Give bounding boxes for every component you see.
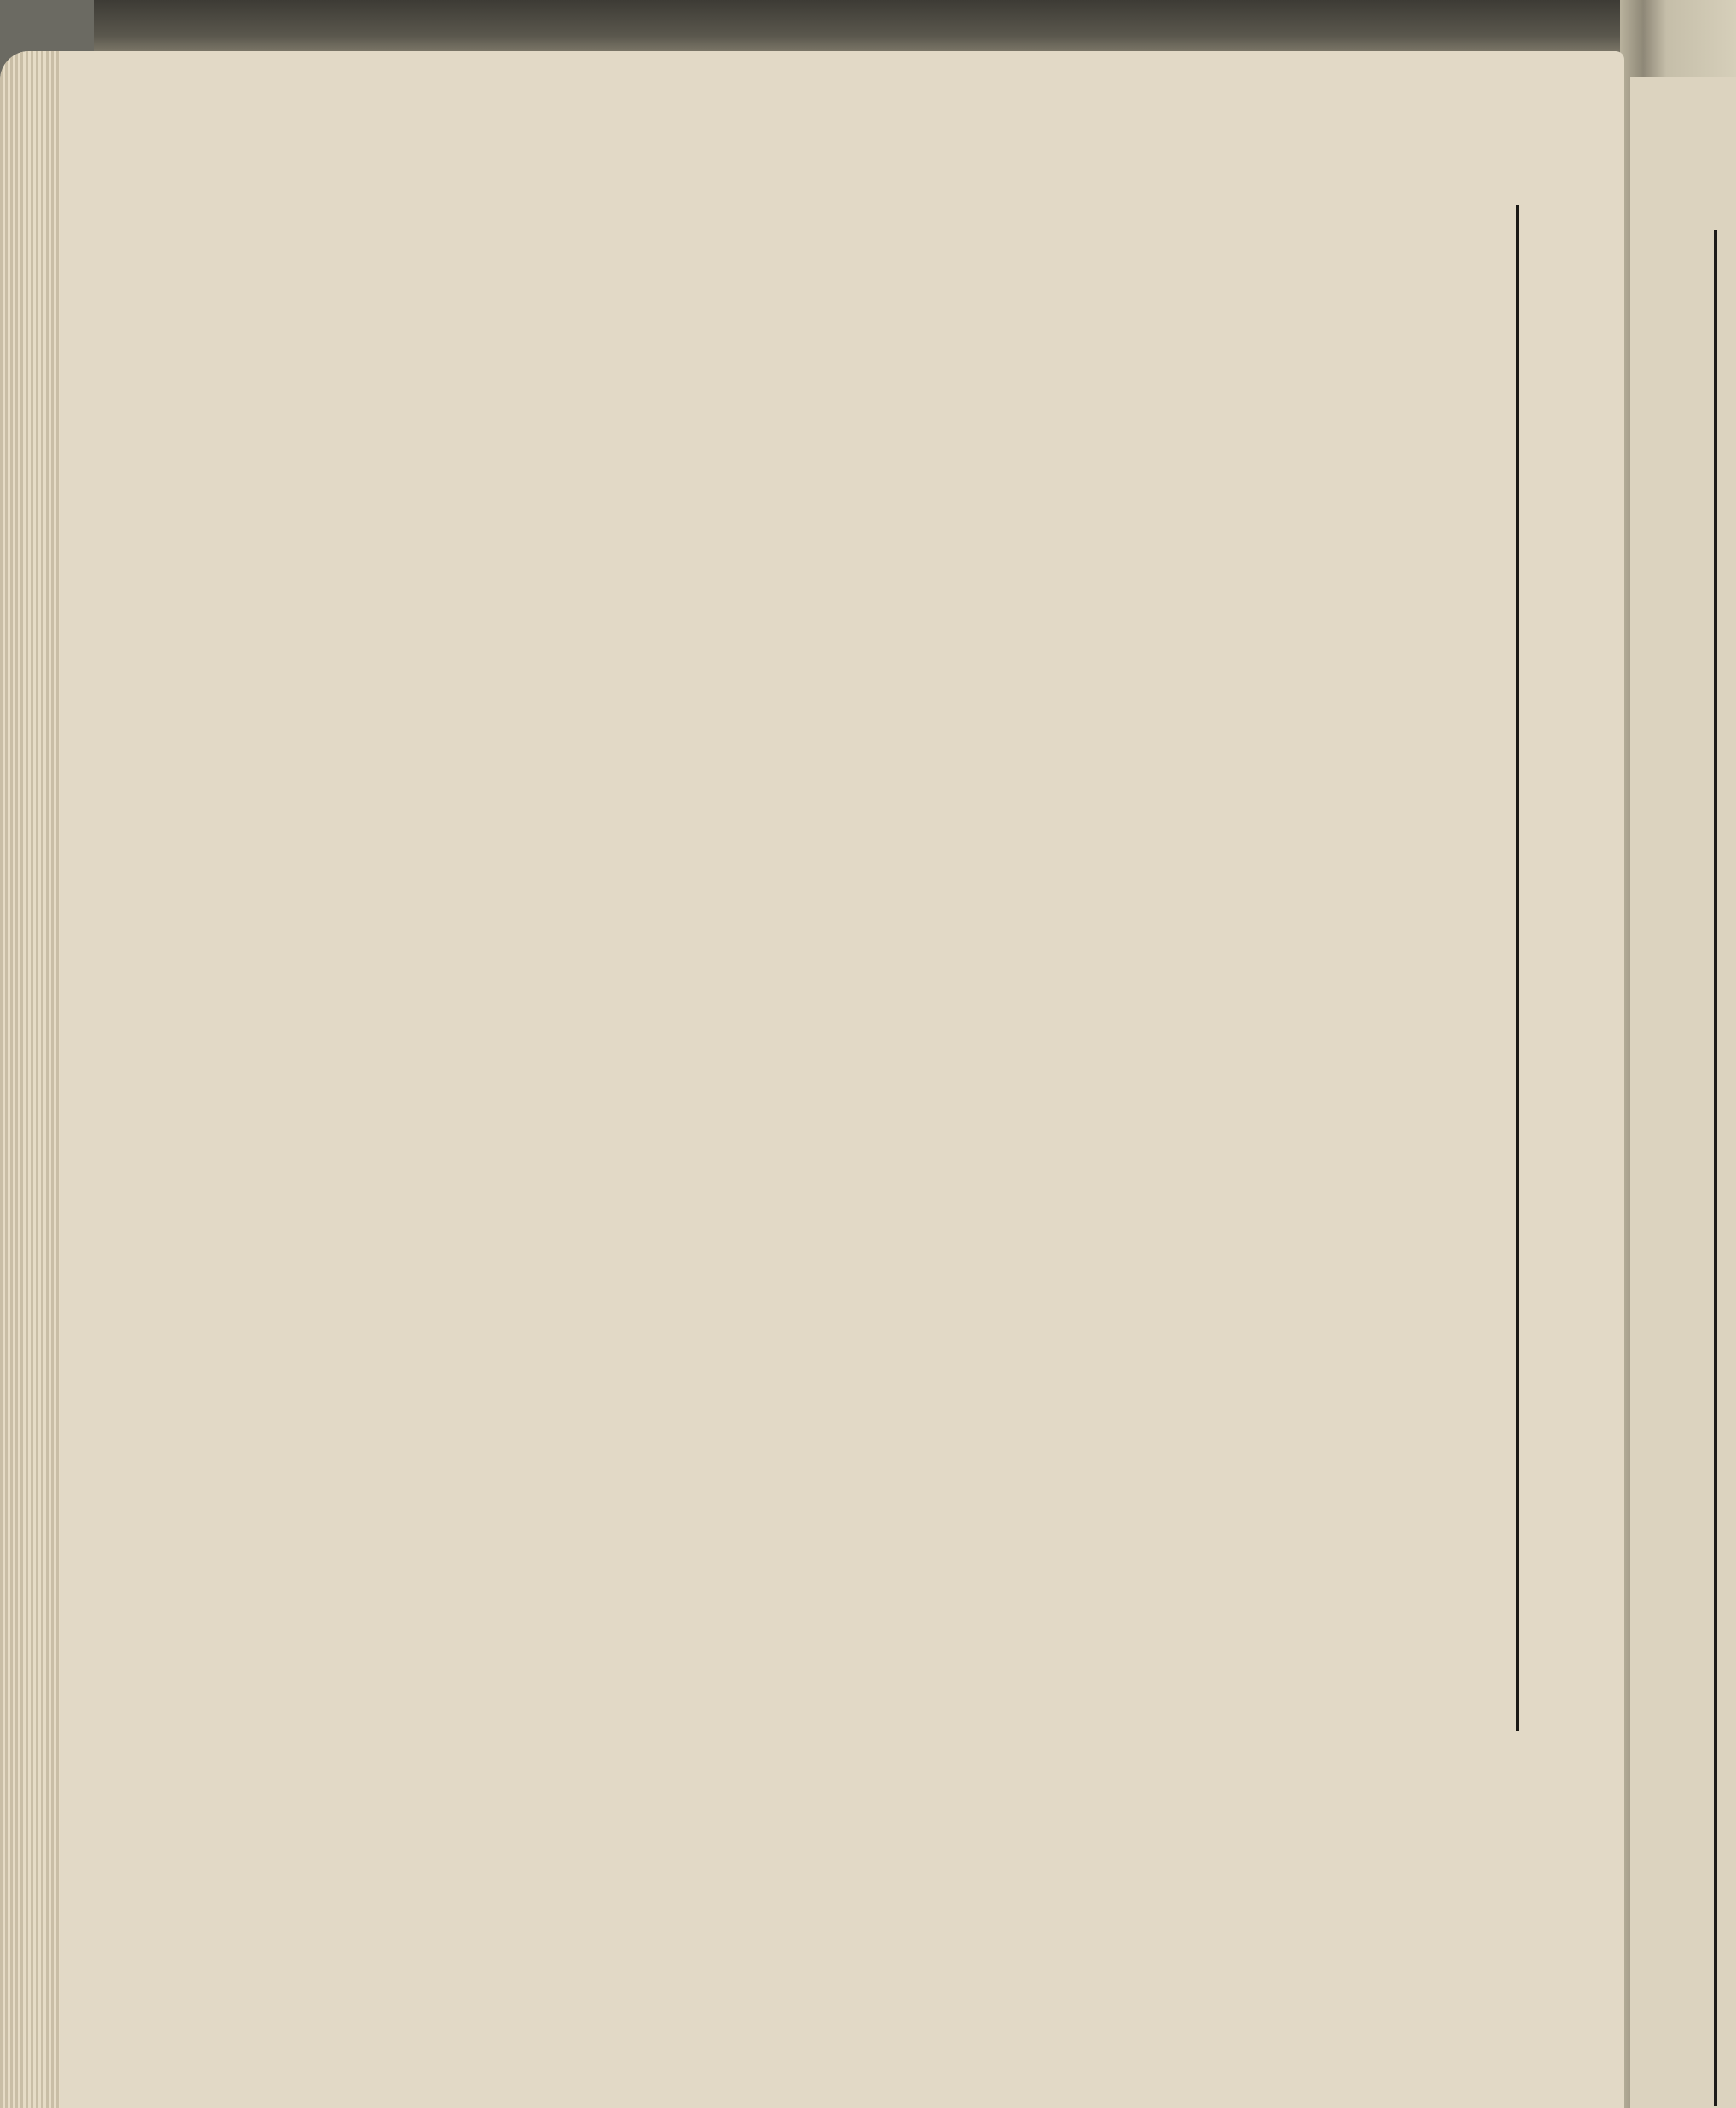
ornamental-border-bottom bbox=[435, 1697, 1415, 1774]
frame-rule-right bbox=[1516, 205, 1519, 1731]
facing-page-rule bbox=[1714, 230, 1717, 2106]
ornamental-border-top bbox=[520, 196, 1501, 264]
printed-frame bbox=[350, 196, 1518, 1774]
text-block bbox=[452, 273, 1501, 1688]
page-edges bbox=[0, 51, 60, 2108]
facing-page bbox=[1630, 77, 1736, 2108]
ornamental-border-left bbox=[350, 196, 426, 1774]
